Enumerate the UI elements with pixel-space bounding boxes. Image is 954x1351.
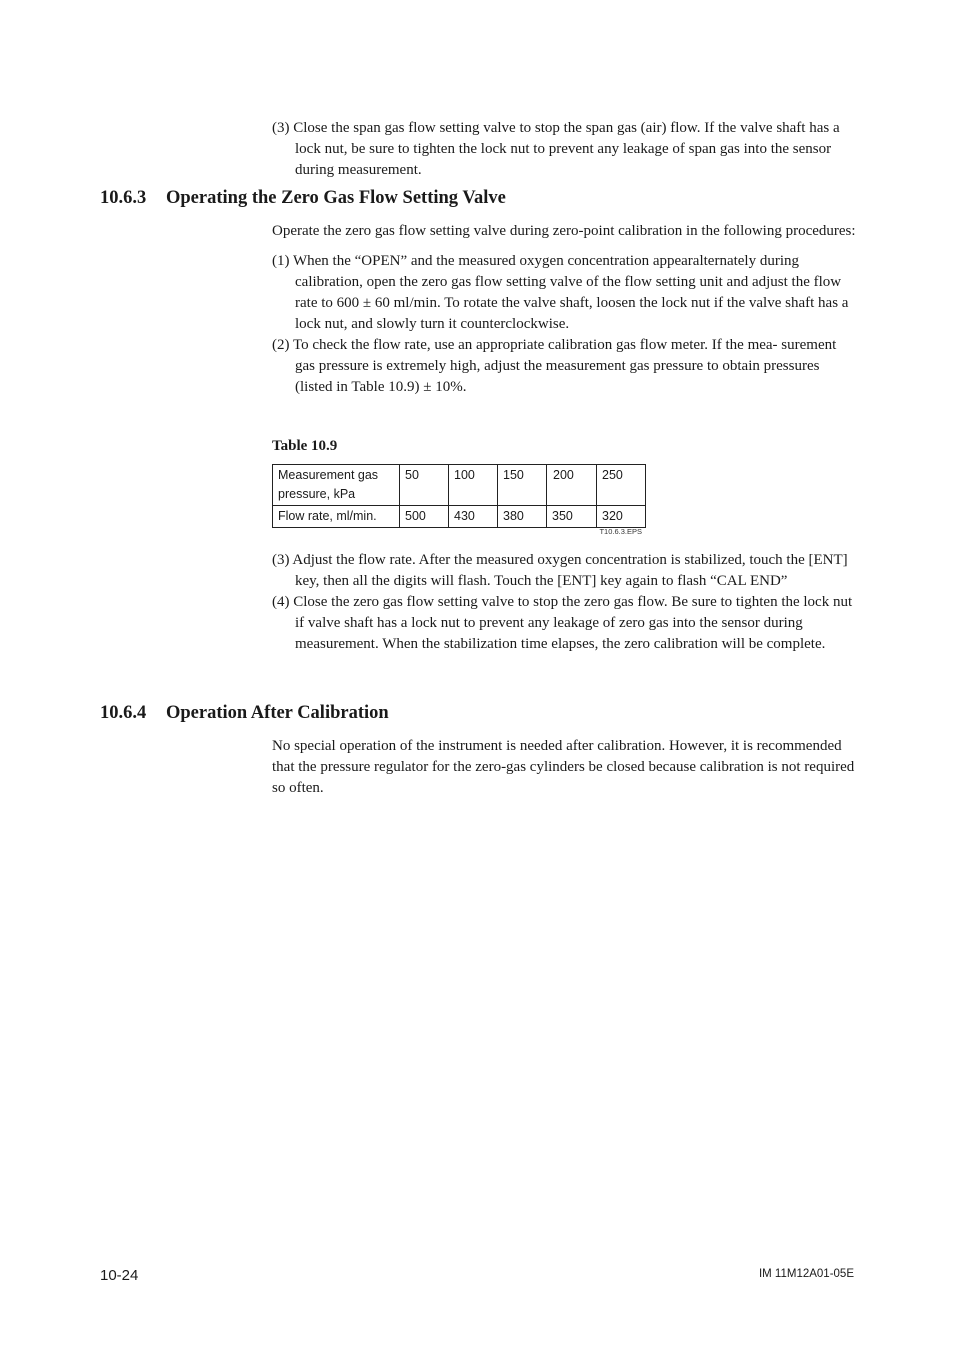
document-id: IM 11M12A01-05E — [758, 1268, 854, 1280]
list-item-4: (4) Close the zero gas flow setting valve to stop the zero gas flow. Be sure to tighten the lock nut if valve shaft has a lock nut to prevent any leakage of zero gas into the sensor during measurement. When the stabilization time elapses, the zero calibration will be complete. — [272, 594, 853, 652]
section-10-6-3-body-cont — [272, 550, 856, 655]
list-item-3: (3) Adjust the flow rate. After the measured oxygen concentration is stabilized, touch the [ENT] key, then all the digits will flash. Touch the [ENT] key again to flash “CAL END” — [272, 552, 848, 589]
section-number: 10.6.3 — [100, 188, 147, 208]
intro-block — [272, 118, 856, 181]
table-cell: 100 — [449, 465, 498, 506]
table-row — [273, 465, 646, 506]
list-item-3-span: (3) Close the span gas flow setting valve to stop the span gas (air) flow. If the valve shaft has a lock nut, be sure to tighten the lock nut to prevent any leakage of span gas into the sensor during measurement. — [272, 120, 840, 178]
table-cell: 250 — [597, 465, 646, 506]
calibration-table — [272, 464, 646, 528]
page-number: 10-24 — [100, 1267, 139, 1284]
figure-file-label: T10.6.3.EPS — [599, 527, 642, 536]
section-title: Operating the Zero Gas Flow Setting Valve — [166, 188, 506, 208]
table-row — [273, 506, 646, 528]
section-heading-10-6-3 — [100, 188, 506, 209]
section-title: Operation After Calibration — [166, 703, 389, 723]
section-intro: Operate the zero gas flow setting valve during zero-point calibration in the following procedures: — [272, 223, 856, 239]
table-cell: 430 — [449, 506, 498, 528]
table-cell: 500 — [400, 506, 449, 528]
table-cell-label: Flow rate, ml/min. — [273, 506, 400, 528]
table-cell: 380 — [498, 506, 547, 528]
table-cell: 350 — [547, 506, 597, 528]
table-cell: 50 — [400, 465, 449, 506]
section-number: 10.6.4 — [100, 703, 147, 723]
table-cell: 200 — [547, 465, 597, 506]
section-heading-10-6-4 — [100, 703, 389, 724]
table-cell: 150 — [498, 465, 547, 506]
section-paragraph: No special operation of the instrument is needed after calibration. However, it is recommended that the pressure regulator for the zero-gas cylinders be closed because calibration is not required so often. — [272, 738, 855, 796]
section-10-6-3-body — [272, 221, 856, 398]
table-title: Table 10.9 — [272, 438, 338, 454]
section-10-6-4-body — [272, 736, 856, 799]
table-cell: 320 — [597, 506, 646, 528]
table-cell-label: Measurement gas pressure, kPa — [273, 465, 400, 506]
list-item-1: (1) When the “OPEN” and the measured oxygen concentration appearalternately during calibration, open the zero gas flow setting valve of the flow setting unit and adjust the flow rate to 600 ± 60 ml/min. To rotate the valve shaft, loosen the lock nut if the valve shaft has a lock nut, and slowly turn it counterclockwise. — [272, 253, 849, 332]
list-item-2: (2) To check the flow rate, use an appropriate calibration gas flow meter. If the mea- surement gas pressure is extremely high, adjust the measurement gas pressure to obtain pressures (listed in Table 10.9) ± 10%. — [272, 337, 837, 395]
